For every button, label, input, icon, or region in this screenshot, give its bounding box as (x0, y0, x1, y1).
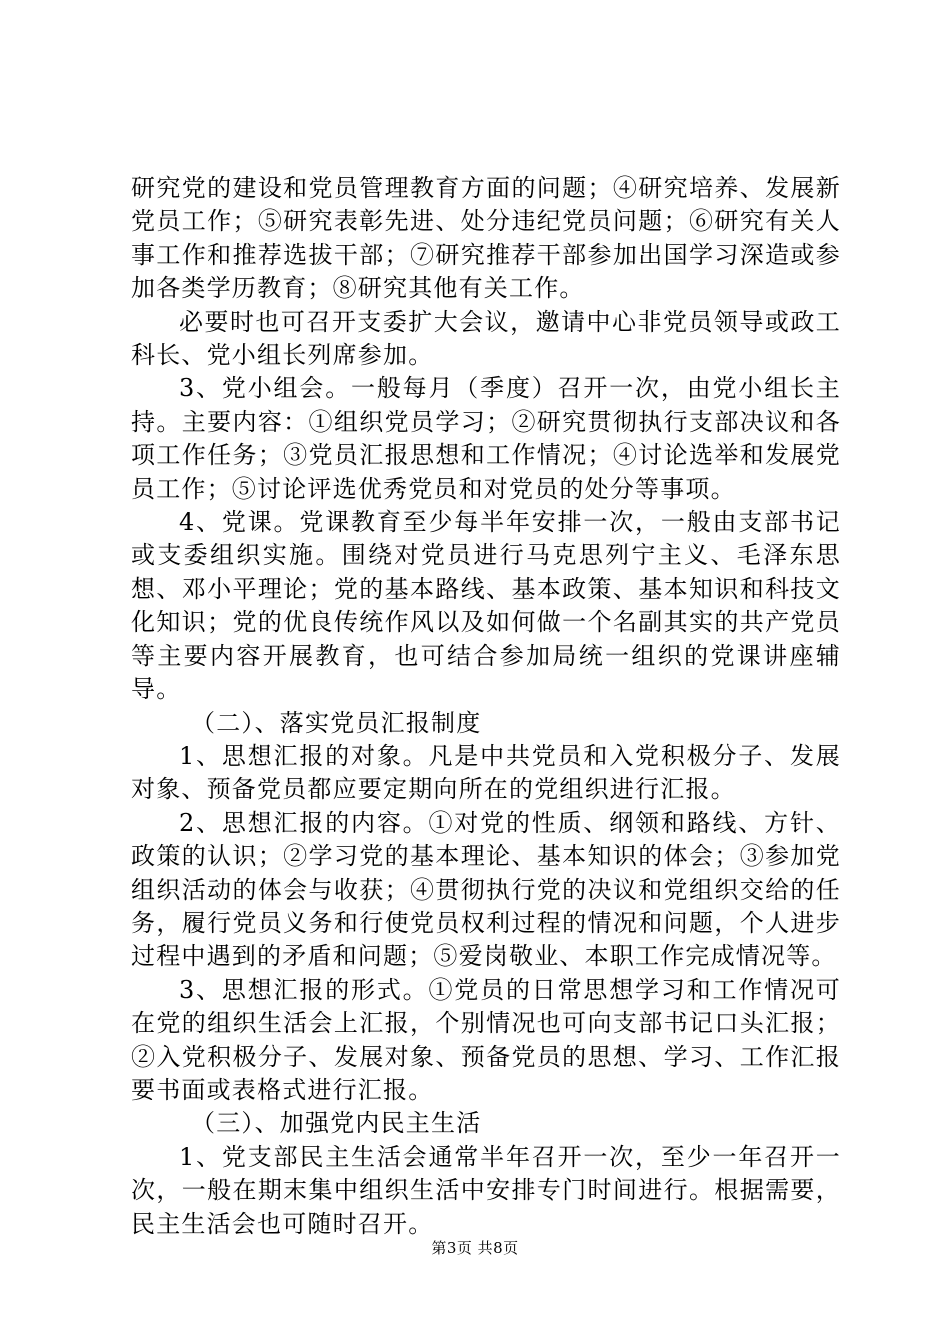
section-heading-3: （三）、加强党内民主生活 (191, 1109, 482, 1138)
paragraph-4: 4、党课。党课教育至少每半年安排一次，一般由支部书记或支委组织实施。围绕对党员进行马克思列宁主义、毛泽东思想、邓小平理论；党的基本路线、基本政策、基本知识和科技文化知识；党的优良传统作风以及如何做一个名副其实的共产党员等主要内容开展教育，也可结合参加局统一组织的党课讲座辅导。 (131, 508, 841, 704)
paragraph-3: 3、党小组会。一般每月（季度）召开一次，由党小组长主持。主要内容：①组织党员学习；②研究贯彻执行支部决议和各项工作任务；③党员汇报思想和工作情况；④讨论选举和发展党员工作；⑤讨论评选优秀党员和对党员的处分等事项。 (131, 374, 841, 503)
page-footer: 第3页 共8页 (431, 1239, 519, 1257)
paragraph-1: 研究党的建设和党员管理教育方面的问题；④研究培养、发展新党员工作；⑤研究表彰先进、处分违纪党员问题；⑥研究有关人事工作和推荐选拔干部；⑦研究推荐干部参加出国学习深造或参加各类学历教育；⑧研究其他有关工作。 (131, 174, 841, 303)
section-heading-2: （二）、落实党员汇报制度 (191, 708, 482, 737)
paragraph-6: 2、思想汇报的内容。①对党的性质、纲领和路线、方针、政策的认识；②学习党的基本理论、基本知识的体会；③参加党组织活动的体会与收获；④贯彻执行党的决议和党组织交给的任务，履行党员义务和行使党员权利过程的情况和问题，个人进步过程中遇到的矛盾和问题；⑤爱岗敬业、本职工作完成情况等。 (131, 808, 841, 971)
paragraph-2: 必要时也可召开支委扩大会议，邀请中心非党员领导或政工科长、党小组长列席参加。 (131, 307, 841, 370)
paragraph-7: 3、思想汇报的形式。①党员的日常思想学习和工作情况可在党的组织生活会上汇报，个别情况也可向支部书记口头汇报；②入党积极分子、发展对象、预备党员的思想、学习、工作汇报要书面或表格式进行汇报。 (131, 975, 841, 1104)
paragraph-8: 1、党支部民主生活会通常半年召开一次，至少一年召开一次，一般在期末集中组织生活中安排专门时间进行。根据需要，民主生活会也可随时召开。 (131, 1142, 841, 1238)
document-body (131, 172, 841, 1241)
paragraph-5: 1、思想汇报的对象。凡是中共党员和入党积极分子、发展对象、预备党员都应要定期向所在的党组织进行汇报。 (131, 741, 841, 804)
